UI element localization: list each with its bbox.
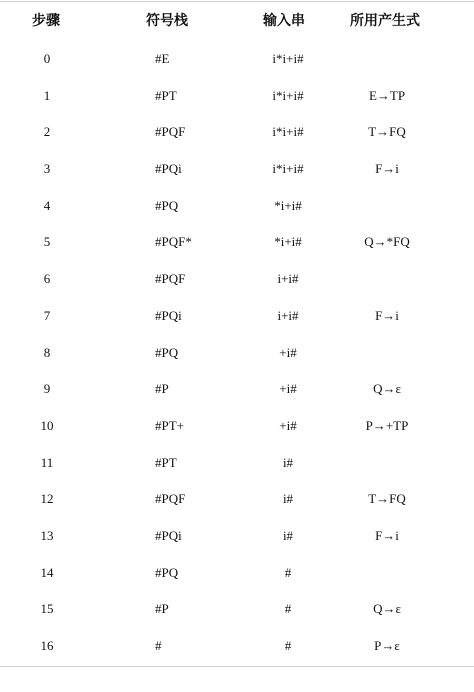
step-cell: 5 [43,234,51,250]
header-step: 步骤 [32,13,60,29]
bottom-rule [0,666,474,667]
table-header [0,0,474,40]
table-row [0,297,474,334]
stack-cell: #PQ [155,564,179,580]
table-row [0,554,474,591]
input-cell: i# [282,527,294,543]
header-stack: 符号栈 [146,13,188,29]
step-cell: 1 [43,87,51,103]
input-cell: +i# [279,344,297,360]
table-row [0,260,474,297]
table-row [0,627,474,664]
input-cell: i*i+i# [272,51,304,66]
step-cell: 3 [43,161,51,177]
table-row [0,407,474,444]
production-cell: F→i [375,161,399,177]
input-cell: i*i+i# [272,87,304,103]
table-body [0,40,474,664]
input-cell: # [284,638,292,653]
input-cell: i+i# [277,307,299,323]
step-cell: 6 [43,271,51,287]
input-cell: i# [282,491,294,507]
input-cell: i# [282,454,294,470]
step-cell: 0 [43,51,51,66]
production-cell: Q→*FQ [364,234,410,250]
stack-cell: #PQ [155,197,179,213]
step-cell: 10 [40,417,54,433]
stack-cell: #PQi [155,307,182,323]
table-row [0,150,474,187]
table-row [0,480,474,517]
production-cell: E→TP [368,87,406,103]
table-row [0,223,474,260]
step-cell: 13 [40,527,54,543]
stack-cell: #PQi [155,527,182,543]
header-production: 所用产生式 [350,13,420,29]
stack-cell: #E [155,51,170,66]
stack-cell: #P [155,601,169,617]
input-cell: i*i+i# [272,124,304,140]
production-cell: T→FQ [368,124,406,140]
production-cell: Q→ε [373,601,401,617]
table-row [0,444,474,481]
input-cell: *i+i# [274,197,302,213]
table-row [0,590,474,627]
table-row [0,113,474,150]
stack-cell: #PT [155,87,177,103]
step-cell: 9 [43,381,51,397]
step-cell: 15 [40,601,54,617]
stack-cell: #P [155,381,169,397]
table-row [0,334,474,371]
step-cell: 2 [43,124,51,140]
production-cell: F→i [375,307,399,323]
input-cell: # [284,601,292,617]
step-cell: 14 [40,564,54,580]
table-row [0,77,474,114]
production-cell: F→i [375,527,399,543]
stack-cell: #PQF [155,271,186,287]
stack-cell: #PT+ [155,417,185,433]
input-cell: i+i# [277,271,299,287]
table-row [0,517,474,554]
production-cell: P→ε [374,638,400,653]
input-cell: +i# [279,381,297,397]
production-cell: T→FQ [368,491,406,507]
stack-cell: #PQF* [155,234,192,250]
stack-cell: #PQF [155,491,186,507]
stack-cell: #PQi [155,161,182,177]
step-cell: 11 [40,454,54,470]
step-cell: 12 [40,491,54,507]
step-cell: 4 [43,197,51,213]
production-cell: Q→ε [373,381,401,397]
step-cell: 16 [40,638,54,653]
production-cell: P→+TP [365,417,409,433]
stack-cell: # [155,638,162,653]
step-cell: 8 [43,344,51,360]
stack-cell: #PT [155,454,177,470]
header-input: 输入串 [263,13,305,29]
input-cell: *i+i# [274,234,302,250]
input-cell: +i# [279,417,297,433]
stack-cell: #PQ [155,344,179,360]
input-cell: i*i+i# [272,161,304,177]
table-row [0,187,474,224]
table-row [0,40,474,77]
input-cell: # [284,564,292,580]
stack-cell: #PQF [155,124,186,140]
step-cell: 7 [43,307,51,323]
table-row [0,370,474,407]
